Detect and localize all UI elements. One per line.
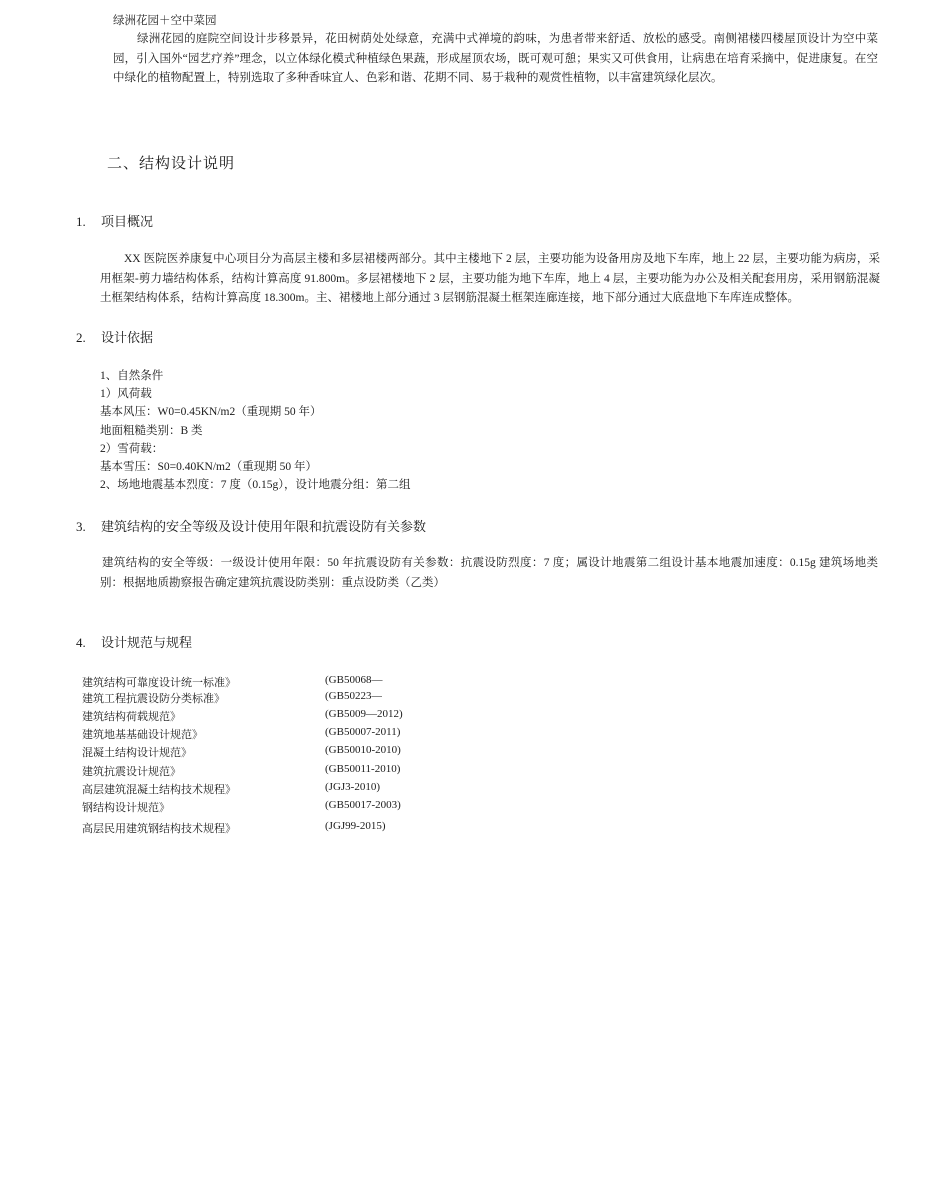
section-3-title: 建筑结构的安全等级及设计使用年限和抗震设防有关参数 [101, 519, 427, 534]
garden-title: 绿洲花园＋空中菜园 [113, 15, 217, 27]
section-2-heading [76, 327, 153, 346]
standard-name: 钢结构设计规范》 [82, 802, 170, 814]
standard-name: 建筑抗震设计规范》 [82, 766, 181, 778]
section-1-title: 项目概况 [101, 214, 154, 229]
standard-code: (GB50007-2011) [325, 726, 401, 738]
standard-code: (JGJ99-2015) [325, 820, 386, 832]
section-2-title: 设计依据 [101, 330, 154, 345]
section-1-heading [76, 211, 153, 230]
section-2-number: 2. [76, 330, 86, 345]
section-4-title: 设计规范与规程 [101, 635, 193, 650]
standard-name: 建筑结构荷载规范》 [82, 711, 181, 723]
design-basis-line: 基本风压：W0=0.45KN/m2（重现期 50 年） [100, 406, 322, 419]
standard-name: 建筑结构可靠度设计统一标准》 [82, 677, 236, 689]
section-1-number: 1. [76, 214, 86, 229]
standard-name: 混凝土结构设计规范》 [82, 747, 192, 759]
section-3-heading [76, 516, 426, 535]
section-2-lines [100, 367, 411, 494]
section-1-paragraph: XX 医院医养康复中心项目分为高层主楼和多层裙楼两部分。其中主楼地下 2 层，主要功能为设备用房及地下车库，地上 22 层，主要功能为病房，采用框架-剪力墙结构体系，结构计算高度 91.800m。多层裙楼地下 2 层，主要功能为地下车库，地上 4 层，主要功能为办公及相关配套用房，采用钢筋混凝土框架结构体系，结构计算高度 18.300m。主、裙楼地上部分通过 3 层钢筋混凝土框架连廊连接，地下部分通过大底盘地下车库连成整体。 [100, 253, 880, 304]
section-4-number: 4. [76, 635, 86, 650]
standard-name: 建筑工程抗震设防分类标准》 [82, 693, 225, 705]
section-3-number: 3. [76, 519, 86, 534]
design-basis-line: 1）风荷载 [100, 388, 152, 401]
design-basis-line: 1、自然条件 [100, 370, 164, 382]
standard-code: (GB50010-2010) [325, 744, 401, 756]
design-basis-line: 2、场地地震基本烈度：7 度（0.15g），设计地震分组：第二组 [100, 479, 411, 492]
standard-code: (GB50017-2003) [325, 799, 401, 811]
section-4-heading [76, 632, 192, 651]
standard-code: (JGJ3-2010) [325, 781, 380, 793]
standard-code: (GB50223— [325, 690, 383, 702]
standard-name: 高层建筑混凝土结构技术规程》 [82, 784, 236, 796]
standard-code: (GB5009—2012) [325, 708, 403, 720]
garden-paragraph: 绿洲花园的庭院空间设计步移景异，花田树荫处处绿意，充满中式禅境的韵味，为患者带来舒适、放松的感受。南侧裙楼四楼屋顶设计为空中菜园，引入国外“园艺疗养”理念，以立体绿化模式种植绿色果蔬，形成屋顶农场，既可观可憩；果实又可供食用，让病患在培育采摘中，促进康复。在空中绿化的植物配置上，特别选取了多种香味宜人、色彩和谐、花期不同、易于栽种的观赏性植物，以丰富建筑绿化层次。 [113, 33, 878, 84]
standard-code: (GB50011-2010) [325, 763, 401, 775]
design-basis-line: 基本雪压：S0=0.40KN/m2（重现期 50 年） [100, 461, 318, 474]
design-basis-line: 2）雪荷载： [100, 442, 164, 455]
standard-name: 建筑地基基础设计规范》 [82, 729, 203, 741]
section-3-paragraph: 建筑结构的安全等级：一级设计使用年限：50 年抗震设防有关参数：抗震设防烈度：7 度；属设计地震第二组设计基本地震加速度：0.15g 建筑场地类别：根据地质勘察报告确定建筑抗震设防类别：重点设防类（乙类） [100, 557, 878, 589]
standard-name: 高层民用建筑钢结构技术规程》 [82, 823, 236, 835]
standard-code: (GB50068— [325, 674, 383, 686]
design-basis-line: 地面粗糙类别：B 类 [100, 424, 203, 437]
chapter-heading: 二、结构设计说明 [107, 156, 236, 172]
